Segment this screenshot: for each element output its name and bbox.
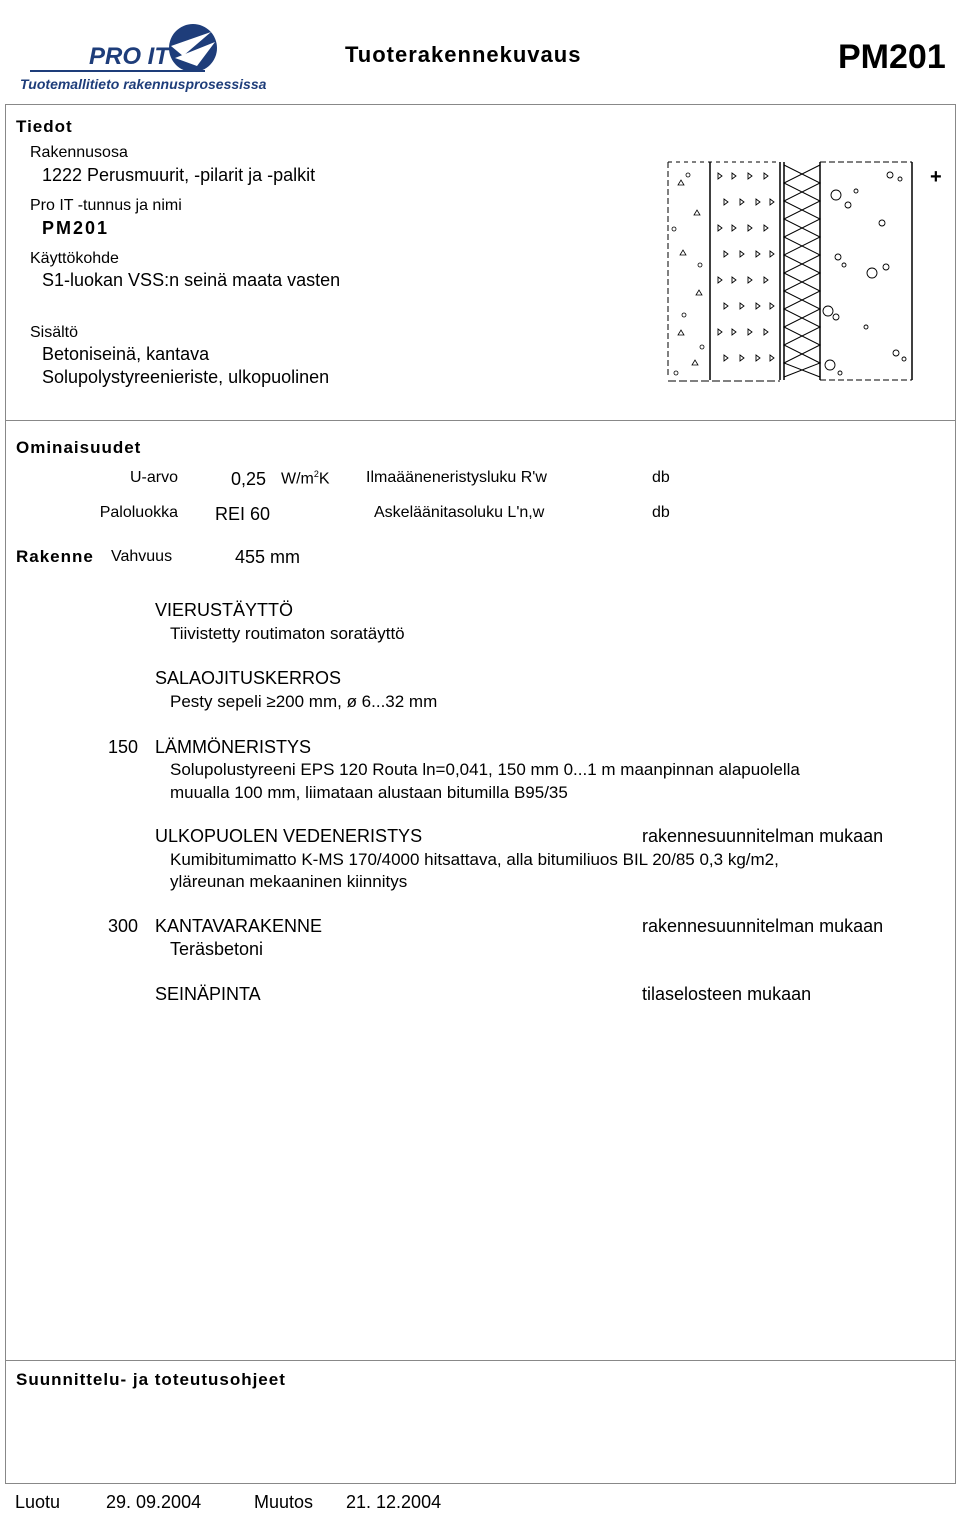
logo-text: PRO IT (89, 43, 170, 70)
ominaisuudet-title: Ominaisuudet (16, 438, 142, 457)
ilmaaanieristys-unit: db (652, 469, 670, 486)
layer-thickness: 300 (107, 916, 138, 936)
uarvo-value: 0,25 (231, 469, 267, 489)
divider-tiedot (5, 420, 956, 421)
layer-name: LÄMMÖNERISTYS (155, 737, 312, 757)
paloluokka-value: REI 60 (215, 504, 271, 524)
rakennusosa-value: 1222 Perusmuurit, -pilarit ja -palkit (42, 165, 316, 185)
ohjeet-title: Suunnittelu- ja toteutusohjeet (16, 1370, 286, 1389)
layer-detail: Tiivistetty routimaton soratäyttö (170, 624, 405, 643)
layer-name: SALAOJITUSKERROS (155, 668, 342, 688)
muutos-label: Muutos (254, 1492, 314, 1512)
luotu-label: Luotu (15, 1492, 61, 1512)
layer-note: rakennesuunnitelman mukaan (642, 826, 884, 846)
document-title: Tuoterakennekuvaus (345, 42, 582, 67)
vahvuus-label: Vahvuus (111, 548, 173, 565)
sisalto-line: Betoniseinä, kantava (42, 344, 210, 364)
layer-detail: Kumibitumimatto K-MS 170/4000 hitsattava, alla bitumiliuos BIL 20/85 0,3 kg/m2, (170, 850, 779, 869)
tunnus-value: PM201 (42, 218, 110, 238)
rakenne-title: Rakenne (16, 547, 94, 566)
paloluokka-label: Paloluokka (99, 504, 178, 521)
structure-section-drawing (660, 155, 920, 385)
layer-detail: yläreunan mekaaninen kiinnitys (170, 872, 408, 891)
tiedot-title: Tiedot (16, 117, 73, 136)
sisalto-label: Sisältö (30, 324, 79, 341)
layer-detail: Solupolustyreeni EPS 120 Routa ln=0,041, 150 mm 0...1 m maanpinnan alapuolella (170, 760, 800, 779)
vahvuus-value: 455 mm (235, 547, 301, 567)
kayttokohde-label: Käyttökohde (30, 250, 119, 267)
pro-it-logo (15, 8, 315, 108)
plus-sign: + (930, 166, 942, 188)
layer-detail: Teräsbetoni (170, 939, 264, 959)
askelaani-unit: db (652, 504, 670, 521)
document-code: PM201 (838, 38, 946, 76)
layer-note: rakennesuunnitelman mukaan (642, 916, 884, 936)
divider-rakenne (5, 1360, 956, 1361)
layer-detail: muualla 100 mm, liimataan alustaan bitumilla B95/35 (170, 783, 568, 802)
layer-note: tilaselosteen mukaan (642, 984, 812, 1004)
layer-name: KANTAVARAKENNE (155, 916, 323, 936)
askelaani-label: Askeläänitasoluku L'n,w (374, 504, 545, 521)
layer-detail: Pesty sepeli ≥200 mm, ø 6...32 mm (170, 692, 438, 711)
kayttokohde-value: S1-luokan VSS:n seinä maata vasten (42, 270, 341, 290)
logo-subtitle: Tuotemallitieto rakennusprosessissa (20, 76, 267, 92)
luotu-date: 29. 09.2004 (106, 1492, 202, 1512)
uarvo-label: U-arvo (129, 469, 178, 486)
ilmaaanieristys-label: Ilmaääneneristysluku R'w (366, 469, 547, 486)
muutos-date: 21. 12.2004 (346, 1492, 442, 1512)
layer-name: SEINÄPINTA (155, 984, 261, 1004)
tunnus-label: Pro IT -tunnus ja nimi (30, 197, 182, 214)
sisalto-line: Solupolystyreenieriste, ulkopuolinen (42, 367, 330, 387)
layer-name: ULKOPUOLEN VEDENERISTYS (155, 826, 423, 846)
rakennusosa-label: Rakennusosa (30, 144, 128, 161)
uarvo-unit: $W/m^2K$ (281, 469, 330, 488)
layer-thickness: 150 (107, 737, 138, 757)
page-header (0, 0, 960, 105)
layer-name: VIERUSTÄYTTÖ (155, 600, 294, 620)
